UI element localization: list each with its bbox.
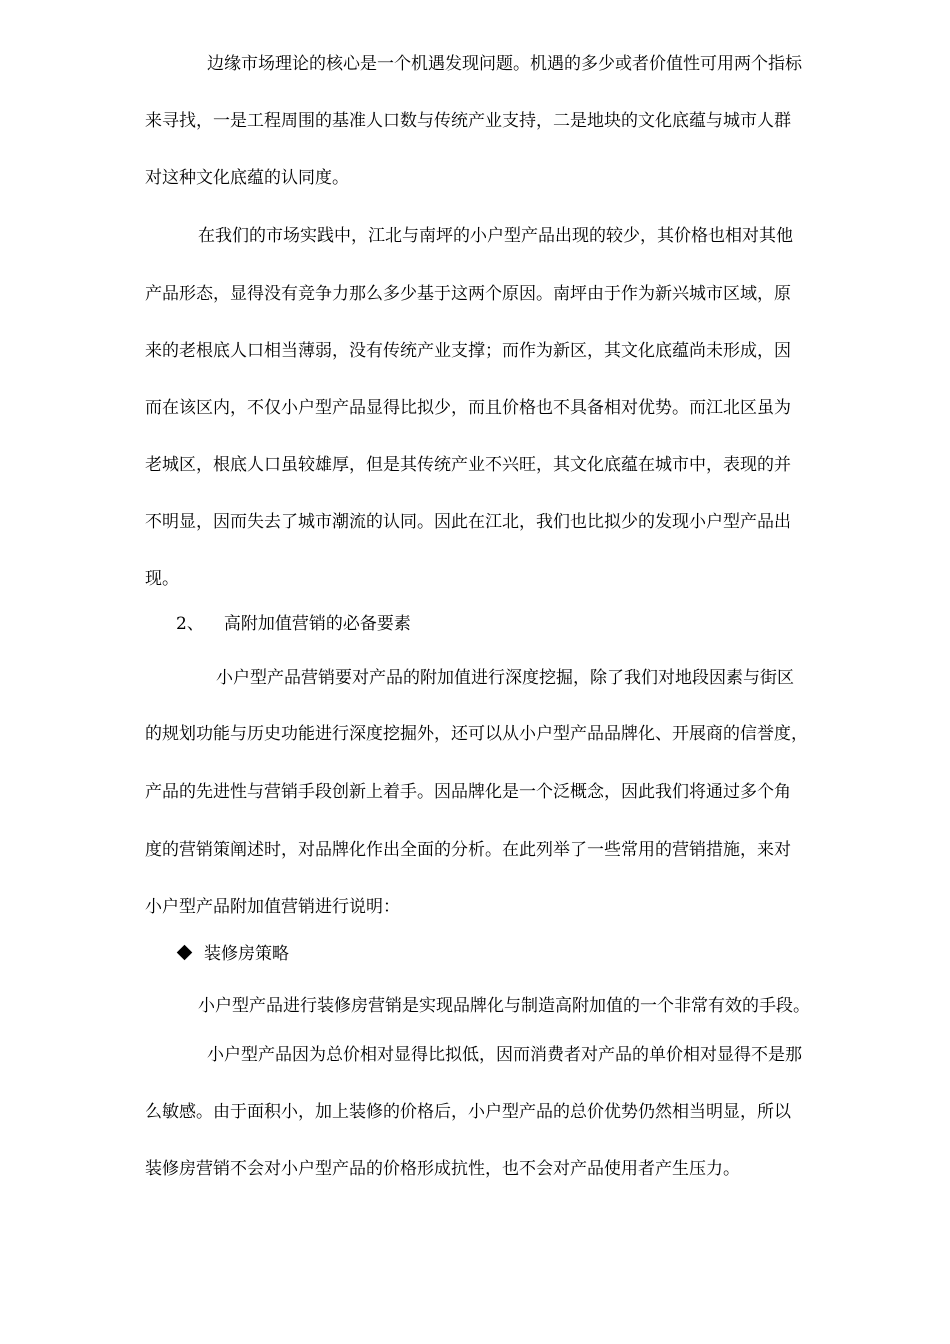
text-line: 小户型产品因为总价相对显得比拟低，因而消费者对产品的单价相对显得不是那 [207, 1045, 802, 1065]
text-line: 现。 [145, 569, 179, 589]
text-line: 产品的先进性与营销手段创新上着手。因品牌化是一个泛概念，因此我们将通过多个角 [145, 782, 791, 802]
text-line: 的规划功能与历史功能进行深度挖掘外，还可以从小户型产品品牌化、开展商的信誉度， [145, 724, 808, 744]
text-line: 来寻找，一是工程周围的基准人口数与传统产业支持，二是地块的文化底蕴与城市人群 [145, 111, 791, 131]
text-line: 来的老根底人口相当薄弱，没有传统产业支撑；而作为新区，其文化底蕴尚未形成，因 [145, 341, 791, 361]
diamond-bullet-icon [177, 945, 193, 961]
text-line: 在我们的市场实践中，江北与南坪的小户型产品出现的较少，其价格也相对其他 [198, 226, 793, 246]
text-line: 装修房营销不会对小户型产品的价格形成抗性，也不会对产品使用者产生压力。 [145, 1159, 740, 1179]
text-line: 不明显，因而失去了城市潮流的认同。因此在江北，我们也比拟少的发现小户型产品出 [145, 512, 791, 532]
text-line: 产品形态，显得没有竞争力那么多少基于这两个原因。南坪由于作为新兴城市区域，原 [145, 284, 791, 304]
text-line: 小户型产品营销要对产品的附加值进行深度挖掘，除了我们对地段因素与街区 [216, 668, 794, 688]
text-line: 而在该区内，不仅小户型产品显得比拟少，而且价格也不具备相对优势。而江北区虽为 [145, 398, 791, 418]
bullet-item-renovation-strategy [179, 942, 289, 966]
text-line: 对这种文化底蕴的认同度。 [145, 168, 349, 188]
text-line: 边缘市场理论的核心是一个机遇发现问题。机遇的多少或者价值性可用两个指标 [207, 54, 802, 74]
section-number: 2、 [176, 614, 204, 634]
text-line: 小户型产品进行装修房营销是实现品牌化与制造高附加值的一个非常有效的手段。 [198, 996, 810, 1016]
text-line: 么敏感。由于面积小，加上装修的价格后，小户型产品的总价优势仍然相当明显，所以 [145, 1102, 791, 1122]
section-title: 高附加值营销的必备要素 [223, 614, 411, 634]
bullet-label: 装修房策略 [204, 944, 289, 964]
text-line: 度的营销策阐述时，对品牌化作出全面的分析。在此列举了一些常用的营销措施，来对 [145, 840, 791, 860]
section-heading [176, 612, 411, 636]
text-line: 老城区，根底人口虽较雄厚，但是其传统产业不兴旺，其文化底蕴在城市中，表现的并 [145, 455, 791, 475]
text-line: 小户型产品附加值营销进行说明： [145, 897, 400, 917]
